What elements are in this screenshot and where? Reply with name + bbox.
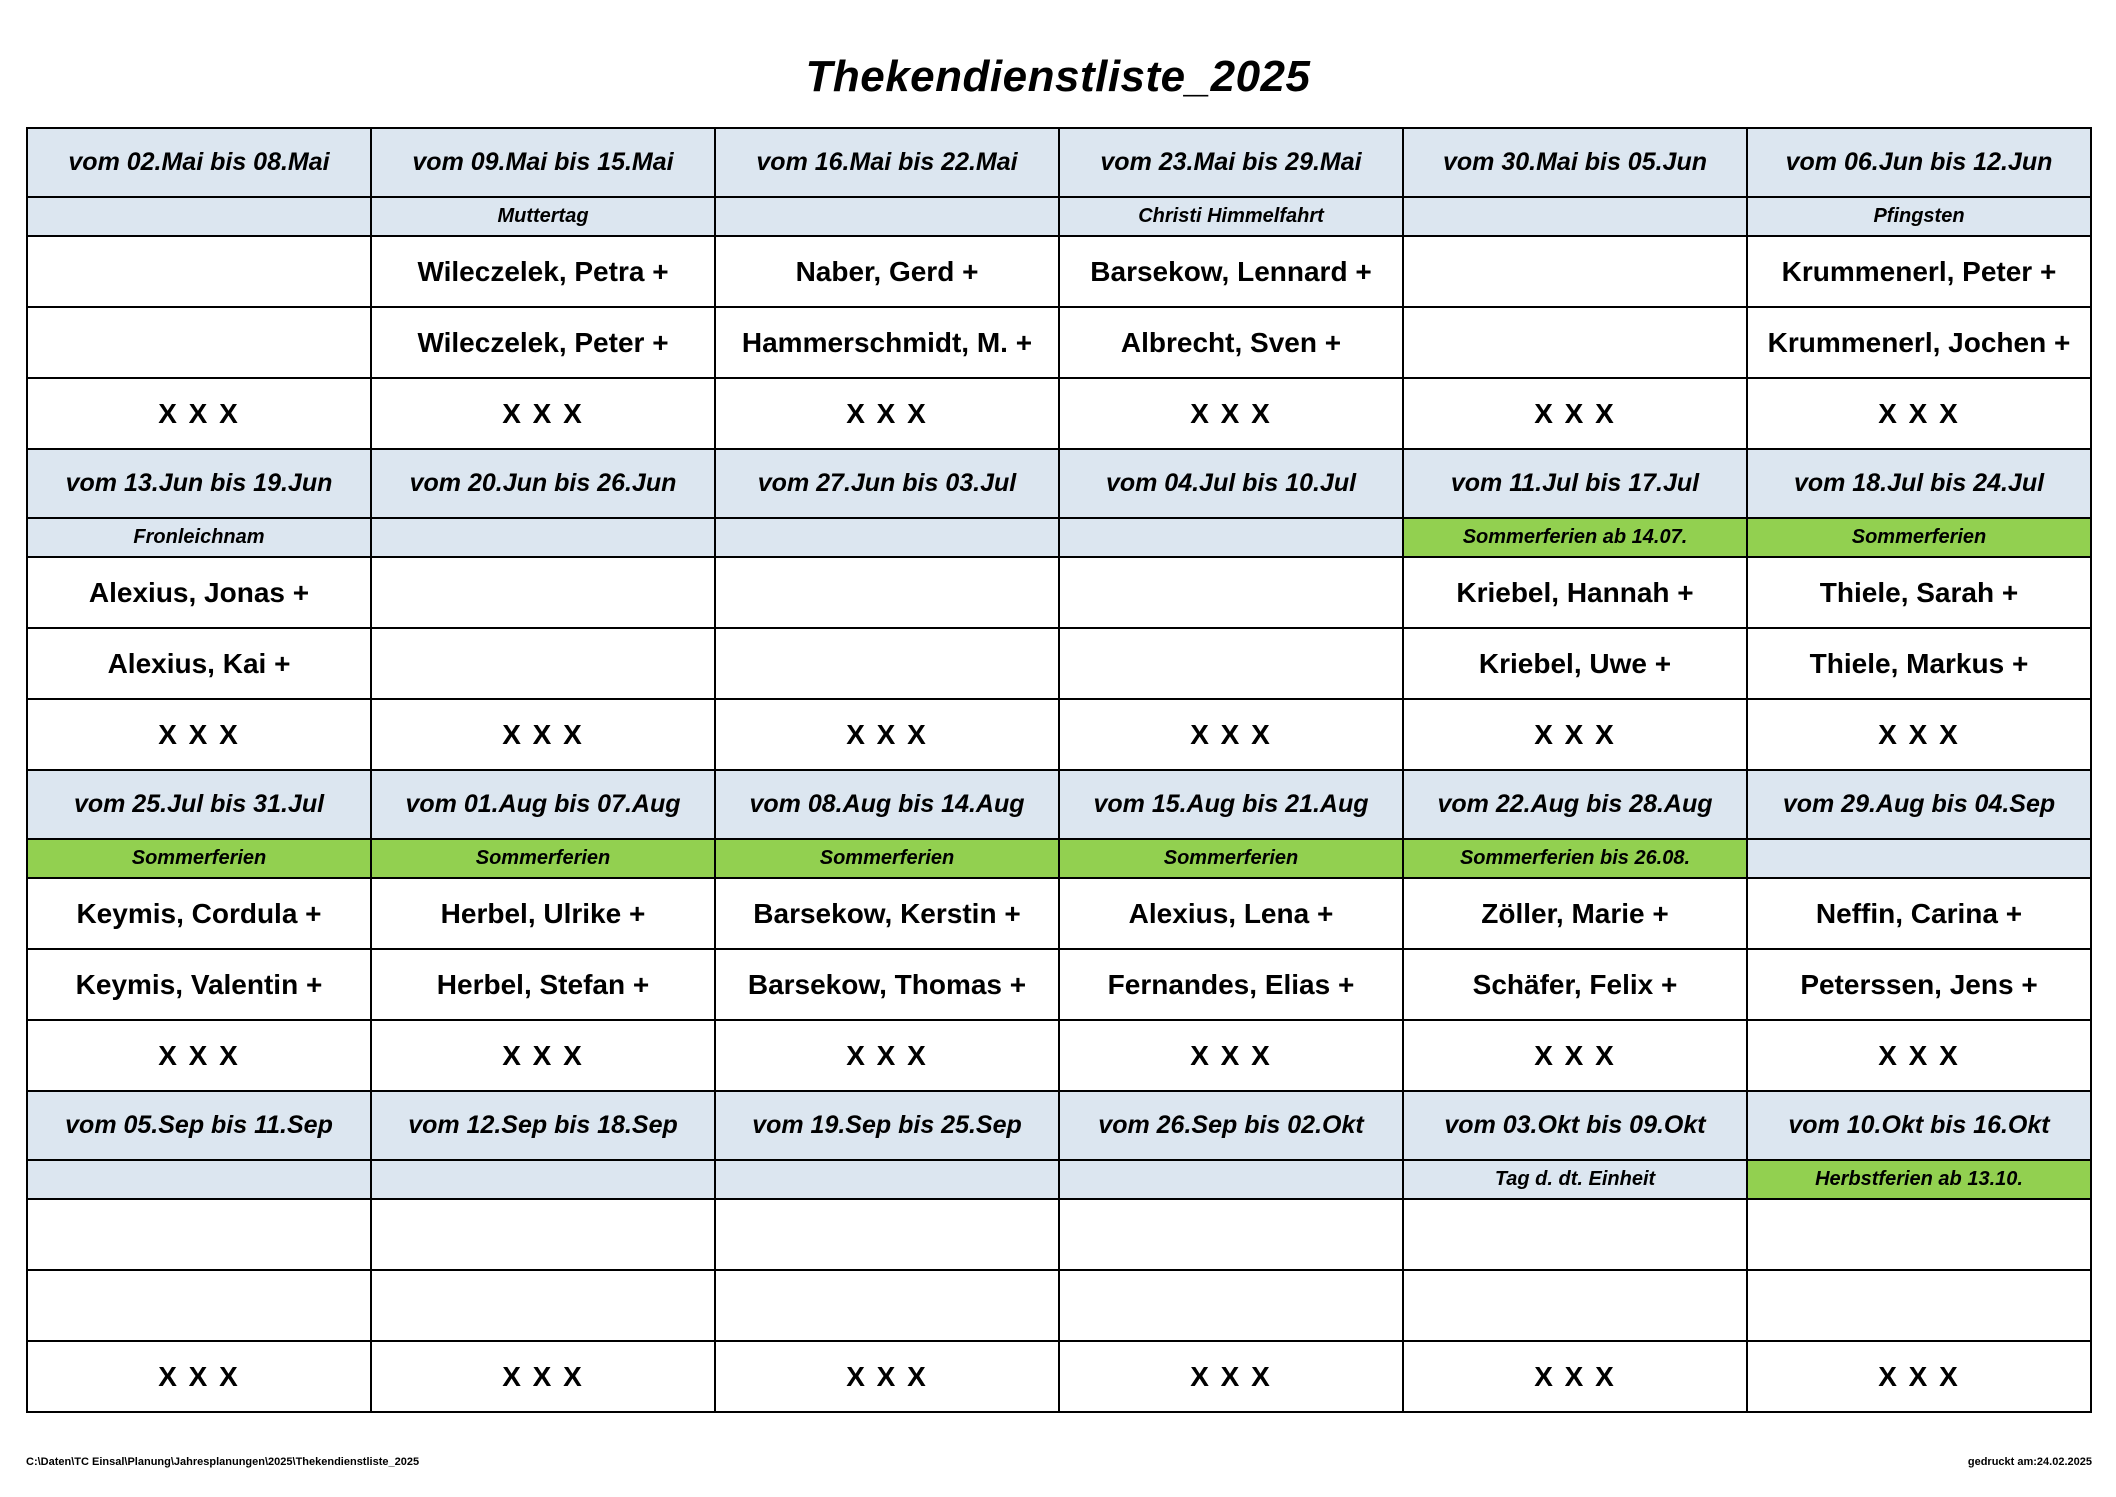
duty-name-cell: Thiele, Sarah +: [1747, 557, 2091, 628]
duty-row-2: [27, 307, 2091, 378]
duty-name-cell: Hammerschmidt, M. +: [715, 307, 1059, 378]
marker-cell: X X X: [371, 378, 715, 449]
duty-name-cell: [371, 557, 715, 628]
duty-row-1: [27, 1199, 2091, 1270]
duty-name-cell: Keymis, Valentin +: [27, 949, 371, 1020]
duty-name-cell: Barsekow, Thomas +: [715, 949, 1059, 1020]
duty-name-cell: Alexius, Jonas +: [27, 557, 371, 628]
week-period-cell: vom 12.Sep bis 18.Sep: [371, 1091, 715, 1160]
note-cell: [715, 197, 1059, 236]
note-cell: [1747, 839, 2091, 878]
marker-cell: X X X: [1059, 1020, 1403, 1091]
marker-cell: X X X: [27, 699, 371, 770]
duty-name-cell: Keymis, Cordula +: [27, 878, 371, 949]
duty-name-cell: [1747, 1270, 2091, 1341]
duty-schedule-table: [26, 127, 2092, 1413]
period-row: [27, 449, 2091, 518]
week-period-cell: vom 19.Sep bis 25.Sep: [715, 1091, 1059, 1160]
week-period-cell: vom 06.Jun bis 12.Jun: [1747, 128, 2091, 197]
duty-name-cell: [371, 1270, 715, 1341]
duty-name-cell: [715, 557, 1059, 628]
marker-row: [27, 378, 2091, 449]
week-period-cell: vom 23.Mai bis 29.Mai: [1059, 128, 1403, 197]
week-period-cell: vom 25.Jul bis 31.Jul: [27, 770, 371, 839]
marker-row: [27, 699, 2091, 770]
week-period-cell: vom 26.Sep bis 02.Okt: [1059, 1091, 1403, 1160]
week-period-cell: vom 08.Aug bis 14.Aug: [715, 770, 1059, 839]
duty-name-cell: [1059, 628, 1403, 699]
note-cell: [27, 197, 371, 236]
period-row: [27, 128, 2091, 197]
note-cell: Sommerferien: [27, 839, 371, 878]
duty-row-2: [27, 628, 2091, 699]
note-row: [27, 197, 2091, 236]
note-cell: Christi Himmelfahrt: [1059, 197, 1403, 236]
marker-cell: X X X: [371, 1020, 715, 1091]
duty-name-cell: Barsekow, Lennard +: [1059, 236, 1403, 307]
duty-name-cell: [371, 1199, 715, 1270]
note-cell: Sommerferien: [1059, 839, 1403, 878]
file-path-footer: C:\Daten\TC Einsal\Planung\Jahresplanungen\2025\Thekendienstliste_2025: [26, 1456, 420, 1468]
duty-name-cell: [1403, 1270, 1747, 1341]
duty-name-cell: [1059, 1270, 1403, 1341]
duty-name-cell: Schäfer, Felix +: [1403, 949, 1747, 1020]
duty-name-cell: [715, 1199, 1059, 1270]
note-cell: [371, 1160, 715, 1199]
duty-name-cell: [1747, 1199, 2091, 1270]
week-period-cell: vom 30.Mai bis 05.Jun: [1403, 128, 1747, 197]
note-cell: Sommerferien: [1747, 518, 2091, 557]
duty-name-cell: Kriebel, Hannah +: [1403, 557, 1747, 628]
period-row: [27, 770, 2091, 839]
marker-cell: X X X: [1403, 1341, 1747, 1412]
duty-name-cell: [27, 1199, 371, 1270]
duty-name-cell: [371, 628, 715, 699]
note-cell: Sommerferien: [715, 839, 1059, 878]
marker-cell: X X X: [27, 1341, 371, 1412]
duty-name-cell: Wileczelek, Petra +: [371, 236, 715, 307]
page-title: Thekendienstliste_2025: [805, 52, 1311, 101]
duty-name-cell: [27, 236, 371, 307]
marker-cell: X X X: [1747, 1341, 2091, 1412]
duty-name-cell: [1059, 557, 1403, 628]
marker-row: [27, 1020, 2091, 1091]
marker-cell: X X X: [27, 378, 371, 449]
marker-cell: X X X: [715, 378, 1059, 449]
duty-name-cell: [715, 628, 1059, 699]
week-period-cell: vom 20.Jun bis 26.Jun: [371, 449, 715, 518]
duty-name-cell: Neffin, Carina +: [1747, 878, 2091, 949]
marker-cell: X X X: [1747, 1020, 2091, 1091]
week-period-cell: vom 18.Jul bis 24.Jul: [1747, 449, 2091, 518]
duty-name-cell: Herbel, Stefan +: [371, 949, 715, 1020]
duty-row-2: [27, 949, 2091, 1020]
duty-row-1: [27, 878, 2091, 949]
duty-name-cell: Thiele, Markus +: [1747, 628, 2091, 699]
week-period-cell: vom 22.Aug bis 28.Aug: [1403, 770, 1747, 839]
duty-name-cell: Albrecht, Sven +: [1059, 307, 1403, 378]
week-period-cell: vom 13.Jun bis 19.Jun: [27, 449, 371, 518]
duty-name-cell: Zöller, Marie +: [1403, 878, 1747, 949]
week-period-cell: vom 02.Mai bis 08.Mai: [27, 128, 371, 197]
marker-cell: X X X: [1059, 378, 1403, 449]
marker-cell: X X X: [1403, 378, 1747, 449]
note-cell: [715, 1160, 1059, 1199]
week-period-cell: vom 16.Mai bis 22.Mai: [715, 128, 1059, 197]
note-cell: Muttertag: [371, 197, 715, 236]
duty-name-cell: Alexius, Lena +: [1059, 878, 1403, 949]
duty-row-1: [27, 557, 2091, 628]
week-period-cell: vom 15.Aug bis 21.Aug: [1059, 770, 1403, 839]
marker-cell: X X X: [715, 1020, 1059, 1091]
duty-name-cell: Herbel, Ulrike +: [371, 878, 715, 949]
duty-name-cell: [1403, 307, 1747, 378]
week-period-cell: vom 04.Jul bis 10.Jul: [1059, 449, 1403, 518]
duty-name-cell: Fernandes, Elias +: [1059, 949, 1403, 1020]
note-cell: Fronleichnam: [27, 518, 371, 557]
note-cell: Pfingsten: [1747, 197, 2091, 236]
duty-name-cell: Krummenerl, Jochen +: [1747, 307, 2091, 378]
marker-cell: X X X: [1747, 378, 2091, 449]
week-period-cell: vom 09.Mai bis 15.Mai: [371, 128, 715, 197]
duty-name-cell: [1403, 1199, 1747, 1270]
marker-cell: X X X: [1059, 699, 1403, 770]
marker-cell: X X X: [1403, 699, 1747, 770]
note-cell: [371, 518, 715, 557]
duty-row-2: [27, 1270, 2091, 1341]
note-cell: [1059, 518, 1403, 557]
duty-name-cell: [715, 1270, 1059, 1341]
week-period-cell: vom 10.Okt bis 16.Okt: [1747, 1091, 2091, 1160]
duty-row-1: [27, 236, 2091, 307]
duty-name-cell: Krummenerl, Peter +: [1747, 236, 2091, 307]
duty-name-cell: Kriebel, Uwe +: [1403, 628, 1747, 699]
marker-cell: X X X: [1059, 1341, 1403, 1412]
note-cell: Tag d. dt. Einheit: [1403, 1160, 1747, 1199]
marker-cell: X X X: [1403, 1020, 1747, 1091]
note-cell: [1403, 197, 1747, 236]
week-period-cell: vom 03.Okt bis 09.Okt: [1403, 1091, 1747, 1160]
note-row: [27, 518, 2091, 557]
marker-cell: X X X: [715, 1341, 1059, 1412]
note-cell: [1059, 1160, 1403, 1199]
duty-name-cell: Naber, Gerd +: [715, 236, 1059, 307]
note-cell: [715, 518, 1059, 557]
note-cell: Herbstferien ab 13.10.: [1747, 1160, 2091, 1199]
duty-name-cell: [1403, 236, 1747, 307]
note-cell: [27, 1160, 371, 1199]
week-period-cell: vom 05.Sep bis 11.Sep: [27, 1091, 371, 1160]
print-date-footer: gedruckt am:24.02.2025: [1967, 1456, 2092, 1468]
period-row: [27, 1091, 2091, 1160]
marker-cell: X X X: [1747, 699, 2091, 770]
week-period-cell: vom 27.Jun bis 03.Jul: [715, 449, 1059, 518]
note-row: [27, 839, 2091, 878]
duty-name-cell: Alexius, Kai +: [27, 628, 371, 699]
marker-cell: X X X: [371, 1341, 715, 1412]
duty-name-cell: Barsekow, Kerstin +: [715, 878, 1059, 949]
duty-name-cell: [27, 307, 371, 378]
note-cell: Sommerferien bis 26.08.: [1403, 839, 1747, 878]
note-row: [27, 1160, 2091, 1199]
note-cell: Sommerferien: [371, 839, 715, 878]
marker-cell: X X X: [27, 1020, 371, 1091]
week-period-cell: vom 11.Jul bis 17.Jul: [1403, 449, 1747, 518]
week-period-cell: vom 01.Aug bis 07.Aug: [371, 770, 715, 839]
marker-cell: X X X: [371, 699, 715, 770]
duty-name-cell: Wileczelek, Peter +: [371, 307, 715, 378]
marker-cell: X X X: [715, 699, 1059, 770]
week-period-cell: vom 29.Aug bis 04.Sep: [1747, 770, 2091, 839]
duty-name-cell: Peterssen, Jens +: [1747, 949, 2091, 1020]
duty-name-cell: [1059, 1199, 1403, 1270]
marker-row: [27, 1341, 2091, 1412]
note-cell: Sommerferien ab 14.07.: [1403, 518, 1747, 557]
duty-name-cell: [27, 1270, 371, 1341]
